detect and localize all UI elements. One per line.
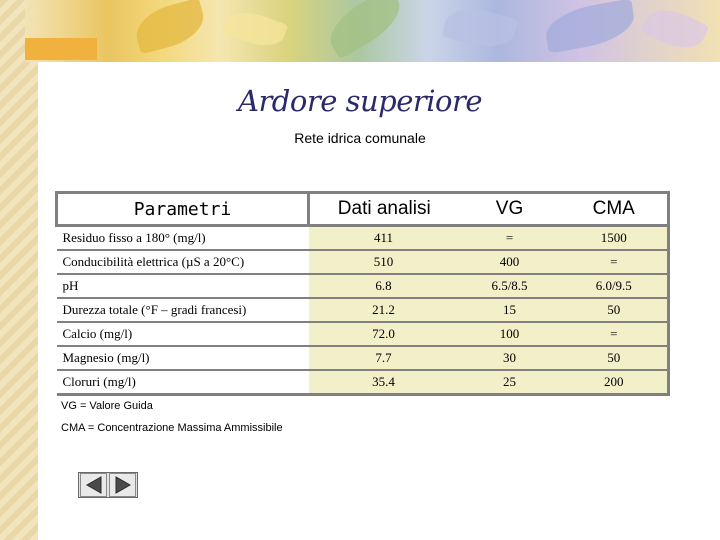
slide-title: Ardore superiore xyxy=(238,84,482,118)
slide-subtitle: Rete idrica comunale xyxy=(294,130,426,146)
cell-cma: = xyxy=(561,250,669,274)
cell-value: 21.2 xyxy=(309,298,459,322)
cell-parameter: Magnesio (mg/l) xyxy=(57,346,309,370)
cell-cma: 1500 xyxy=(561,226,669,251)
cell-vg: 25 xyxy=(459,370,561,395)
cell-vg: = xyxy=(459,226,561,251)
table-row xyxy=(57,250,669,274)
cell-cma: = xyxy=(561,322,669,346)
cell-parameter: Cloruri (mg/l) xyxy=(57,370,309,395)
cell-cma: 6.0/9.5 xyxy=(561,274,669,298)
cell-parameter: Calcio (mg/l) xyxy=(57,322,309,346)
cell-parameter: Residuo fisso a 180° (mg/l) xyxy=(57,226,309,251)
cell-cma: 200 xyxy=(561,370,669,395)
cell-value: 411 xyxy=(309,226,459,251)
cell-cma: 50 xyxy=(561,346,669,370)
slide-navigation xyxy=(78,472,138,498)
table-row xyxy=(57,346,669,370)
table-row xyxy=(57,298,669,322)
table-row xyxy=(57,370,669,395)
legend-vg: VG = Valore Guida xyxy=(61,400,153,412)
cell-value: 6.8 xyxy=(309,274,459,298)
header-parametri: Parametri xyxy=(57,193,309,226)
previous-slide-button[interactable] xyxy=(80,473,107,497)
cell-value: 35.4 xyxy=(309,370,459,395)
cell-parameter: pH xyxy=(57,274,309,298)
cell-vg: 30 xyxy=(459,346,561,370)
cell-vg: 100 xyxy=(459,322,561,346)
decorative-left-strip xyxy=(0,0,38,540)
header-cma: CMA xyxy=(561,193,669,226)
cell-value: 510 xyxy=(309,250,459,274)
cell-value: 72.0 xyxy=(309,322,459,346)
triangle-right-icon xyxy=(113,476,133,494)
cell-value: 7.7 xyxy=(309,346,459,370)
table-header-row xyxy=(57,193,669,226)
cell-vg: 15 xyxy=(459,298,561,322)
cell-parameter: Conducibilità elettrica (µS a 20°C) xyxy=(57,250,309,274)
parameters-table xyxy=(55,191,670,396)
triangle-left-icon xyxy=(84,476,104,494)
table-row xyxy=(57,274,669,298)
legend-cma: CMA = Concentrazione Massima Ammissibile xyxy=(61,422,283,434)
next-slide-button[interactable] xyxy=(109,473,136,497)
decorative-orange-block xyxy=(25,38,97,60)
cell-vg: 400 xyxy=(459,250,561,274)
table-row xyxy=(57,226,669,251)
decorative-leaf-banner xyxy=(25,0,720,62)
cell-vg: 6.5/8.5 xyxy=(459,274,561,298)
cell-cma: 50 xyxy=(561,298,669,322)
header-vg: VG xyxy=(459,193,561,226)
cell-parameter: Durezza totale (°F – gradi francesi) xyxy=(57,298,309,322)
header-dati-analisi: Dati analisi xyxy=(309,193,459,226)
table-row xyxy=(57,322,669,346)
